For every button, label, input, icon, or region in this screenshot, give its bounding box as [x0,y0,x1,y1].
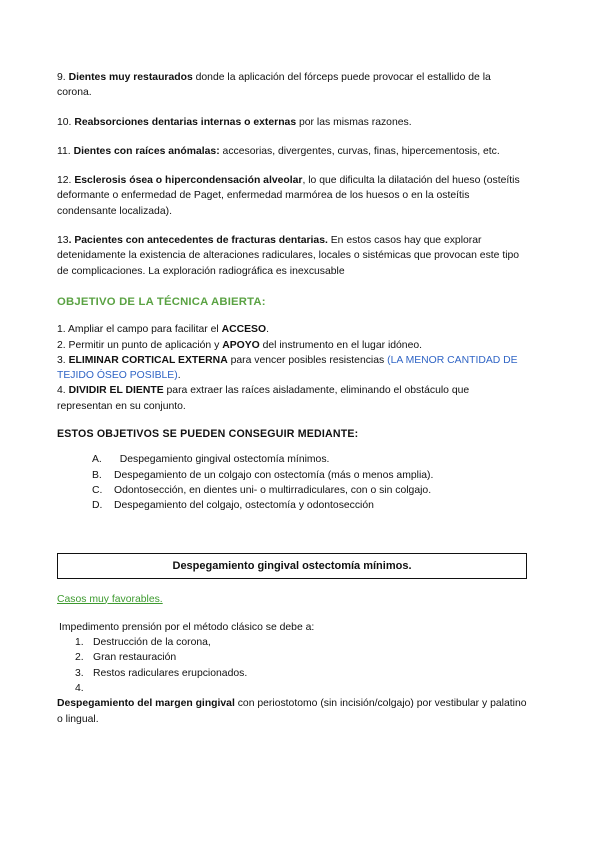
item-number: 12. [57,175,75,187]
impediments-list [57,635,527,696]
item-text: accesorias, divergentes, curvas, finas, hipercementosis, etc. [219,145,500,157]
item-11 [57,144,527,159]
objective-item: 4. DIVIDIR EL DIENTE para extraer las raíces aisladamente, eliminando el obstáculo que representan en su conjunto. [57,385,470,412]
section-title-box: Despegamiento gingival ostectomía mínimos. [57,553,527,579]
item-number: 9. [57,72,69,83]
objective-heading: OBJETIVO DE LA TÉCNICA ABIERTA: [57,295,266,308]
item-12 [57,173,527,219]
item-bold: . Pacientes con antecedentes de fracturas dentarias. [68,235,328,247]
list-item: 1. Destrucción de la corona, [75,637,211,649]
item-text: En estos casos hay que explorar detenidamente la existencia de alteraciones radiculares, locales o sistémicas que provocan este tipo de complicaciones. La exploración radiográfica es inexcusable [57,235,520,277]
means-list [57,452,527,513]
item-number: 10. [57,116,75,128]
objective-item: 3. ELIMINAR CORTICAL EXTERNA para vencer posibles resistencias (LA MENOR CANTIDAD DE TEJIDO ÓSEO POSIBLE). [57,354,518,382]
document-content [57,70,527,727]
list-item: 2. Gran restauración [75,652,177,664]
item-bold: Esclerosis ósea o hipercondensación alveolar [74,175,303,187]
item-text: donde la aplicación del fórceps puede provocar el estallido de la corona. [57,72,491,99]
item-bold: Dientes muy restaurados [68,72,193,83]
list-item: 3. Restos radiculares erupcionados. [75,667,248,679]
item-text: por las mismas razones. [296,116,412,128]
impediment-intro: Impedimento prensión por el método clásico se debe a: [59,621,315,633]
item-number: 13 [57,235,69,247]
objective-item: 1. Ampliar el campo para facilitar el ACCESO. [57,324,269,336]
item-number: 11. [57,145,74,157]
list-item: 4. [75,683,84,695]
item-13 [57,233,527,279]
means-heading: ESTOS OBJETIVOS SE PUEDEN CONSEGUIR MEDIANTE: [57,428,359,441]
list-item: D. Despegamiento del colgajo, ostectomía y odontosección [92,500,374,512]
objective-item: 2. Permitir un punto de aplicación y APOYO del instrumento en el lugar idóneo. [57,339,423,351]
item-bold: Reabsorciones dentarias internas o externas [74,116,297,128]
item-10 [57,115,527,130]
item-9 [57,70,527,101]
list-item: C. Odontosección, en dientes uni- o multirradiculares, con o sin colgajo. [92,484,432,496]
final-paragraph: Despegamiento del margen gingival con periostotomo (sin incisión/colgajo) por vestibular y palatino o lingual. [57,698,527,725]
item-bold: Dientes con raíces anómalas: [73,145,220,157]
list-item: B. Despegamiento de un colgajo con ostectomía (más o menos amplia). [92,469,434,481]
favorable-cases-link[interactable]: Casos muy favorables. [57,593,163,605]
objectives-list [57,322,527,414]
list-item: A. Despegamiento gingival ostectomía mínimos. [92,454,330,466]
highlight-blue-text: (LA MENOR CANTIDAD DE TEJIDO ÓSEO POSIBLE) [57,354,518,382]
item-text: , lo que dificulta la dilatación del hueso (osteítis deformante o enfermedad de Paget, enfermedad marmórea de los huesos o en la osteítis condensante localizada). [57,175,520,217]
